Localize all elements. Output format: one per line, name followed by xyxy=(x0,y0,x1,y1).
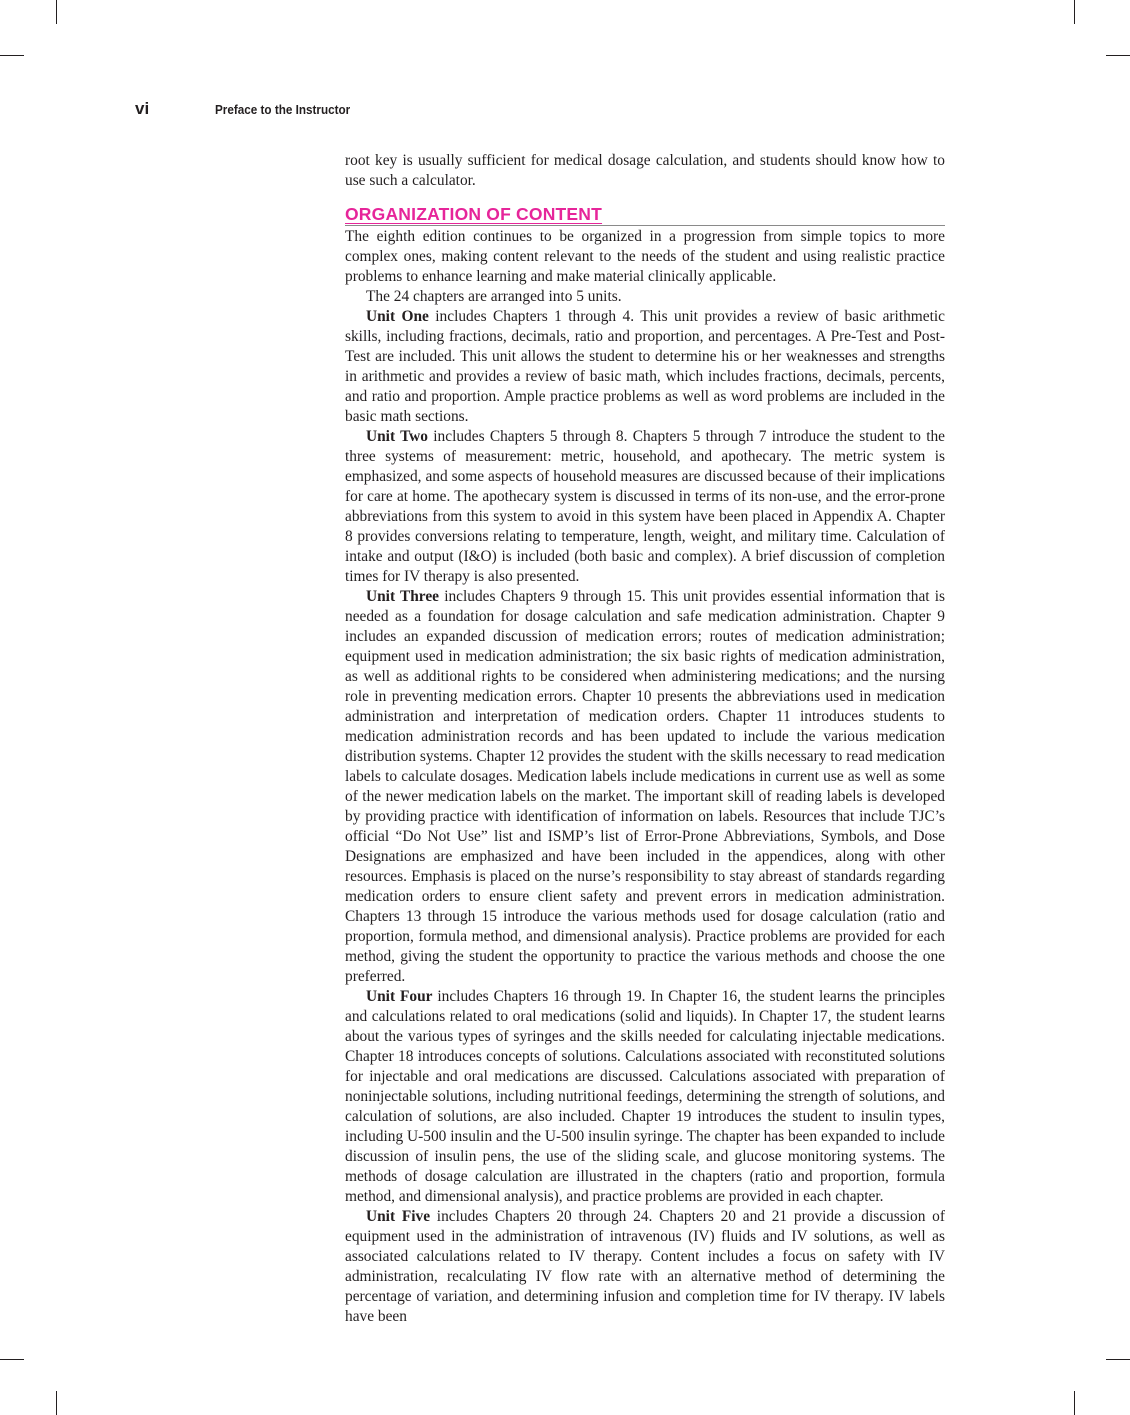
unit-one-paragraph xyxy=(345,307,945,427)
crop-mark-top-right-h xyxy=(1106,55,1130,56)
intro-paragraph: root key is usually sufficient for medical dosage calculation, and students should know how to use such a calculator. xyxy=(345,152,945,189)
crop-mark-top-right xyxy=(1074,0,1075,24)
crop-mark-top-left xyxy=(56,0,57,24)
unit-five-label: Unit Five xyxy=(366,1208,431,1225)
running-head-title: Preface to the Instructor xyxy=(215,102,351,117)
section-heading xyxy=(345,204,945,226)
unit-three-text: includes Chapters 9 through 15. This unit provides essential information that is needed as a foundation for dosage calculation and safe medication administration. Chapter 9 includes an expanded discussion of medication errors; routes of medication administration; equipment used in medication administration; the six basic rights of medication administration, as well as additional rights to be considered when administering medications; and the nursing role in preventing medication errors. Chapter 10 presents the abbreviations used in medication administration and interpretation of medication orders. Chapter 11 introduces students to medication administration records and has been updated to include the various medication distribution systems. Chapter 12 provides the student with the skills necessary to read medication labels to calculate dosages. Medication labels include medications in current use as well as some of the newer medication labels on the market. The important skill of reading labels is developed by providing practice with identification of information on labels. Resources that include TJC’s official “Do Not Use” list and ISMP’s list of Error-Prone Abbreviations, Symbols, and Dose Designations are emphasized and have been included in the appendices, along with other resources. Emphasis is placed on the nurse’s responsibility to stay abreast of standards regarding medication orders to ensure client safety and prevent errors in medication administration. Chapters 13 through 15 introduce the various methods used for dosage calculation (ratio and proportion, formula method, and dimensional analysis). Practice problems are provided for each method, giving the student the opportunity to practice the various methods and choose the one preferred. xyxy=(345,588,945,985)
section-paragraph-1: The eighth edition continues to be organized in a progression from simple topics to more complex ones, making content relevant to the needs of the student and using realistic practice problems to enhance learning and make material clinically applicable. xyxy=(345,228,945,285)
crop-mark-bottom-left xyxy=(56,1391,57,1415)
text-column xyxy=(345,151,945,1327)
unit-five-paragraph xyxy=(345,1207,945,1327)
unit-five-text: includes Chapters 20 through 24. Chapters 20 and 21 provide a discussion of equipment used in the administration of intravenous (IV) fluids and IV solutions, as well as associated calculations related to IV therapy. Content includes a focus on safety with IV administration, recalculating IV flow rate with an alternative method of determining the percentage of variation, and determining infusion and completion time for IV therapy. IV labels have been xyxy=(345,1208,945,1325)
unit-two-label: Unit Two xyxy=(366,428,428,445)
unit-four-label: Unit Four xyxy=(366,988,433,1005)
unit-four-paragraph xyxy=(345,987,945,1207)
unit-two-text: includes Chapters 5 through 8. Chapters 5 through 7 introduce the student to the three systems of measurement: metric, household, and apothecary. The metric system is emphasized, and some aspects of household measures are discussed because of their implications for care at home. The apothecary system is discussed in terms of its non-use, and the error-prone abbreviations from this system to avoid in this system have been placed in Appendix A. Chapter 8 provides conversions relating to temperature, length, weight, and military time. Calculation of intake and output (I&O) is included (both basic and complex). A brief discussion of completion times for IV therapy is also presented. xyxy=(345,428,945,585)
page-folio: vi xyxy=(135,99,150,118)
crop-mark-bottom-left-h xyxy=(0,1359,24,1360)
crop-mark-bottom-right-h xyxy=(1106,1359,1130,1360)
section-heading-text: ORGANIZATION OF CONTENT xyxy=(345,204,603,224)
unit-two-paragraph xyxy=(345,427,945,587)
section-paragraph-2: The 24 chapters are arranged into 5 units. xyxy=(366,288,622,305)
unit-one-text: includes Chapters 1 through 4. This unit provides a review of basic arithmetic skills, including fractions, decimals, ratio and proportion, and percentages. A Pre-Test and Post-Test are included. This unit allows the student to determine his or her weaknesses and strengths in arithmetic and provides a review of basic math, which includes fractions, decimals, percents, and ratio and proportion. Ample practice problems as well as word problems are included in the basic math sections. xyxy=(345,308,945,425)
unit-three-paragraph xyxy=(345,587,945,987)
unit-four-text: includes Chapters 16 through 19. In Chapter 16, the student learns the principles and calculations related to oral medications (solid and liquids). In Chapter 17, the student learns about the various types of syringes and the skills needed for calculating injectable medications. Chapter 18 introduces concepts of solutions. Calculations associated with reconstituted solutions for injectable and oral medications are discussed. Calculations associated with preparation of noninjectable solutions, including nutritional feedings, determining the strength of solutions, and calculation of solutions, are also included. Chapter 19 introduces the student to insulin types, including U-500 insulin and the U-500 insulin syringe. The chapter has been expanded to include discussion of insulin pens, the use of the sliding scale, and glucose monitoring systems. The methods of dosage calculation are illustrated in the chapters (ratio and proportion, formula method, and dimensional analysis), and practice problems are provided in each chapter. xyxy=(345,988,945,1205)
crop-mark-top-left-h xyxy=(0,55,24,56)
unit-one-label: Unit One xyxy=(366,308,429,325)
crop-mark-bottom-right xyxy=(1074,1391,1075,1415)
unit-three-label: Unit Three xyxy=(366,588,440,605)
